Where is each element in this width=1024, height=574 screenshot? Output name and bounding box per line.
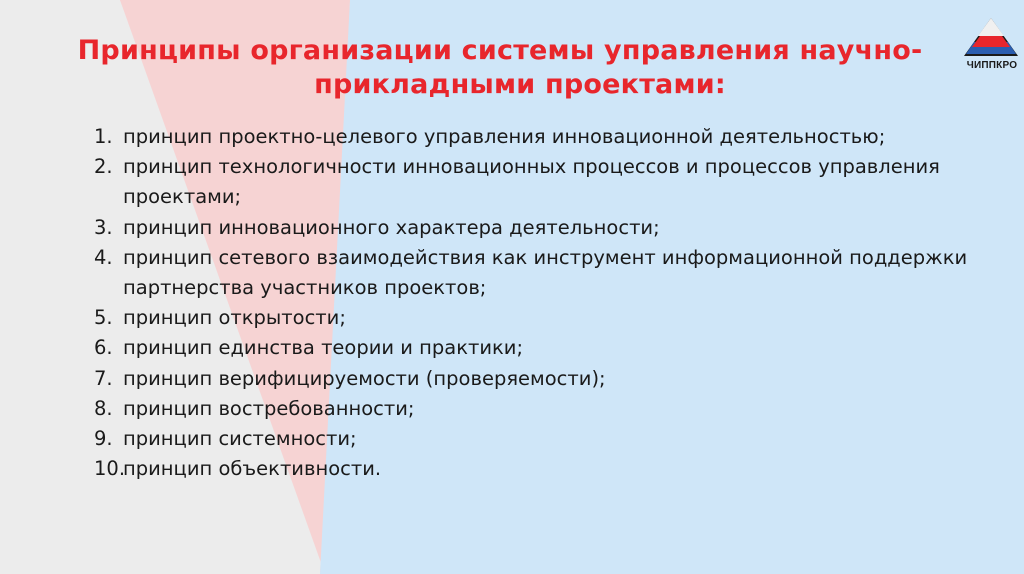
slide-title — [40, 34, 960, 102]
list-item-text: принцип проектно-целевого управления инновационной деятельностью; — [123, 125, 886, 148]
list-item — [94, 213, 974, 243]
list-item-text: принцип системности; — [123, 427, 357, 451]
list-item-text: принцип востребованности; — [123, 396, 415, 420]
list-item-number: 4. — [94, 245, 113, 269]
list-item-text: принцип открытости; — [123, 306, 346, 330]
list-item — [94, 122, 974, 152]
list-item — [94, 364, 974, 394]
list-item-text: принцип инновационного характера деятельности; — [123, 215, 660, 239]
list-item-number: 8. — [94, 396, 113, 420]
list-item-text: принцип единства теории и практики; — [123, 336, 524, 360]
title-line-2: прикладными проектами: — [314, 69, 726, 100]
list-item — [94, 454, 974, 484]
list-item-number: 3. — [94, 215, 113, 239]
list-item-number: 6. — [94, 336, 113, 360]
list-item — [94, 303, 974, 333]
list-item — [94, 152, 974, 212]
list-item-number: 9. — [94, 427, 113, 451]
list-item-text: принцип верифицируемости (проверяемости); — [123, 366, 606, 390]
list-item — [94, 394, 974, 424]
list-item-number: 5. — [94, 306, 113, 330]
list-item-number: 1. — [94, 125, 113, 148]
list-item-number: 7. — [94, 366, 113, 390]
title-line-1: Принципы организации системы управления научно- — [77, 35, 923, 66]
logo-text: ЧИППКРО — [966, 60, 1018, 71]
list-item — [94, 243, 974, 303]
list-item-number: 10. — [94, 457, 126, 481]
list-item — [94, 424, 974, 454]
list-item-text: принцип сетевого взаимодействия как инструмент информационной поддержки партнерства участников проектов; — [123, 245, 968, 300]
list-item-number: 2. — [94, 155, 113, 179]
principles-list — [94, 122, 974, 484]
list-item-text: принцип объективности. — [123, 457, 382, 481]
list-item-text: принцип технологичности инновационных процессов и процессов управления проектами; — [123, 155, 940, 209]
list-item — [94, 333, 974, 363]
